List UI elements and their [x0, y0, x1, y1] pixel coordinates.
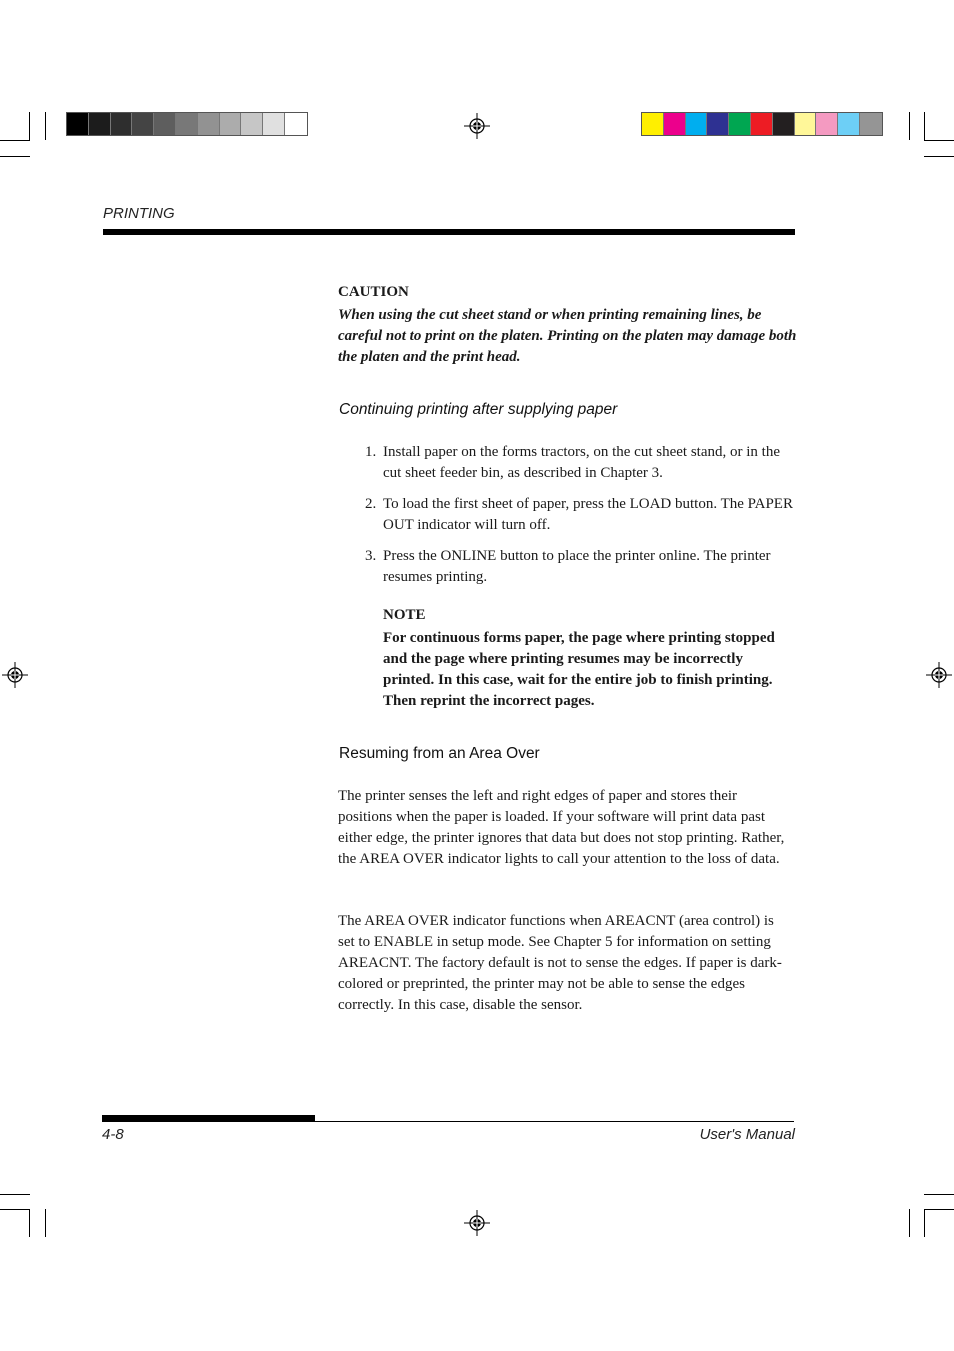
crop-mark [924, 140, 954, 141]
color-swatch [773, 113, 795, 135]
note-title: NOTE [383, 607, 426, 623]
running-header: PRINTING [103, 205, 175, 222]
list-item [365, 442, 795, 484]
header-rule [103, 229, 795, 235]
step-number: 1. [365, 444, 377, 460]
body-paragraph: The AREA OVER indicator functions when AREACNT (area control) is set to ENABLE in setup mode. See Chapter 5 for information on setting AREACNT. The factory default is not to sense the edges. If paper is dark-colored or preprinted, the printer may not be able to sense the edges correctly. In this case, disable the sensor. [338, 913, 782, 1013]
step-number: 2. [365, 496, 377, 512]
list-item [365, 494, 795, 536]
caution-title: CAUTION [338, 284, 409, 300]
crop-mark [45, 112, 46, 140]
crop-mark [924, 1209, 925, 1237]
step-number: 3. [365, 548, 377, 564]
crop-mark [924, 112, 925, 140]
crop-mark [29, 1209, 30, 1237]
crop-mark [924, 1194, 954, 1195]
body-paragraph: The printer senses the left and right edges of paper and stores their positions when the paper is loaded. If your software will print data past either edge, the printer ignores that data but does not stop printing. Rather, the AREA OVER indicator lights to call your attention to the loss of data. [338, 788, 785, 867]
manual-title: User's Manual [699, 1126, 795, 1143]
color-swatch [795, 113, 817, 135]
color-swatch [220, 113, 242, 135]
crop-mark [29, 112, 30, 140]
page-number: 4-8 [102, 1126, 124, 1143]
color-swatch [154, 113, 176, 135]
color-swatch [751, 113, 773, 135]
step-text: Install paper on the forms tractors, on the cut sheet stand, or in the cut sheet feeder bin, as described in Chapter 3. [383, 444, 780, 481]
section-heading: Resuming from an Area Over [339, 745, 540, 762]
crop-mark [45, 1209, 46, 1237]
step-text: To load the first sheet of paper, press the LOAD button. The PAPER OUT indicator will turn off. [383, 496, 793, 533]
crop-mark [909, 112, 910, 140]
color-swatch [67, 113, 89, 135]
process-color-bar [641, 112, 883, 136]
crop-mark [0, 140, 30, 141]
color-swatch [263, 113, 285, 135]
crop-mark [0, 1209, 30, 1210]
registration-mark-icon [926, 662, 952, 688]
color-swatch [241, 113, 263, 135]
crop-mark [909, 1209, 910, 1237]
color-swatch [686, 113, 708, 135]
caution-text: When using the cut sheet stand or when printing remaining lines, be careful not to print on the platen. Printing on the platen may damage both the platen and the print head. [338, 307, 797, 365]
note-text: For continuous forms paper, the page where printing stopped and the page where printing resumes may be incorrectly printed. In this case, wait for the entire job to finish printing. Then reprint the incorrect pages. [383, 630, 775, 709]
color-swatch [838, 113, 860, 135]
color-swatch [816, 113, 838, 135]
color-swatch [707, 113, 729, 135]
crop-mark [924, 1209, 954, 1210]
color-swatch [860, 113, 882, 135]
list-item [365, 546, 795, 588]
crop-mark [0, 156, 30, 157]
registration-mark-icon [2, 662, 28, 688]
footer-rule [102, 1121, 794, 1122]
step-text: Press the ONLINE button to place the printer online. The printer resumes printing. [383, 548, 771, 585]
section-heading: Continuing printing after supplying paper [339, 401, 618, 418]
color-swatch [89, 113, 111, 135]
color-swatch [664, 113, 686, 135]
crop-mark [0, 1194, 30, 1195]
color-swatch [176, 113, 198, 135]
color-swatch [729, 113, 751, 135]
color-swatch [132, 113, 154, 135]
crop-mark [924, 156, 954, 157]
grayscale-color-bar [66, 112, 308, 136]
color-swatch [198, 113, 220, 135]
color-swatch [642, 113, 664, 135]
numbered-steps [365, 442, 795, 598]
color-swatch [285, 113, 307, 135]
color-swatch [111, 113, 133, 135]
registration-mark-icon [464, 1210, 490, 1236]
registration-mark-icon [464, 113, 490, 139]
